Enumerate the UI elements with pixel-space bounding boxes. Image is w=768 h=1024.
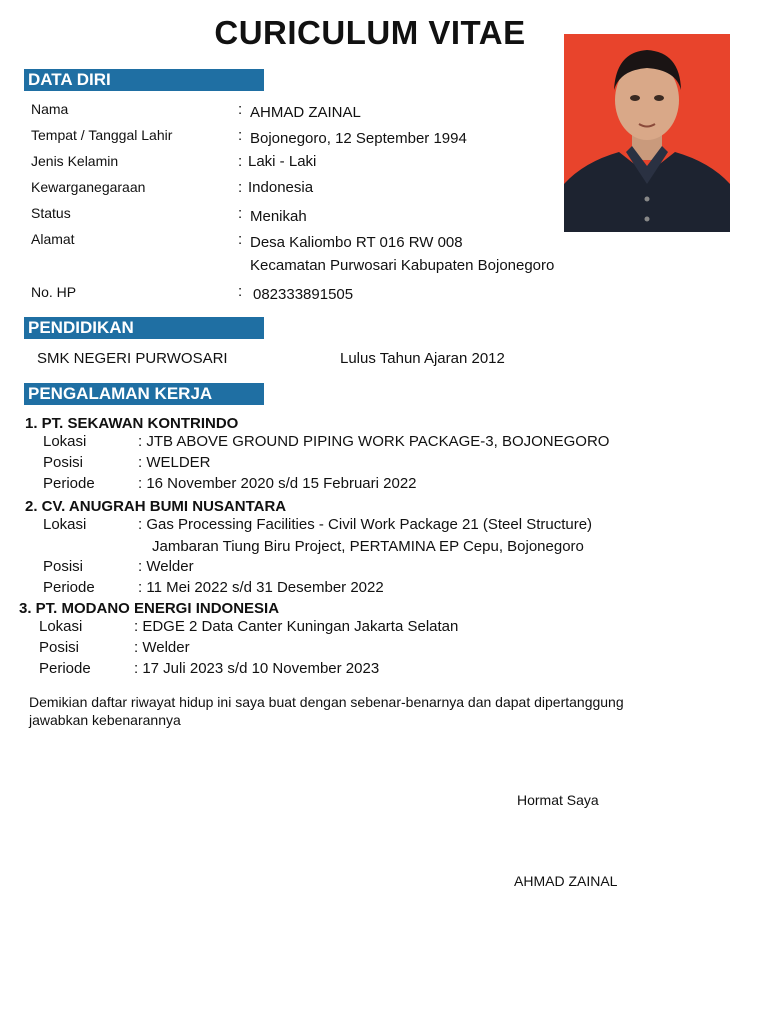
experience-periode: : 17 Juli 2023 s/d 10 November 2023	[134, 660, 380, 677]
colon: :	[238, 283, 243, 300]
page-title: CURICULUM VITAE	[214, 14, 526, 51]
closing-text: Hormat Saya	[517, 792, 599, 808]
label-ttl: Tempat / Tanggal Lahir	[31, 127, 173, 143]
experience-lokasi: : EDGE 2 Data Canter Kuningan Jakarta Selatan	[134, 618, 459, 635]
experience-company: 3. PT. MODANO ENERGI INDONESIA	[19, 600, 280, 617]
signature-name: AHMAD ZAINAL	[514, 873, 618, 889]
experience-posisi: : WELDER	[138, 454, 211, 471]
label-no-hp: No. HP	[31, 284, 77, 300]
person-portrait-icon	[564, 34, 730, 232]
colon: :	[238, 101, 243, 118]
education-year: Lulus Tahun Ajaran 2012	[340, 350, 505, 367]
experience-company: 2. CV. ANUGRAH BUMI NUSANTARA	[25, 498, 287, 515]
value-status: Menikah	[250, 208, 307, 225]
experience-label: Periode	[39, 660, 91, 677]
value-nama: AHMAD ZAINAL	[250, 104, 361, 121]
experience-label: Posisi	[39, 639, 80, 656]
experience-label: Posisi	[43, 558, 84, 575]
colon: :	[238, 153, 243, 170]
experience-lokasi: : JTB ABOVE GROUND PIPING WORK PACKAGE-3, BOJONEGORO	[138, 433, 610, 450]
colon: :	[238, 205, 243, 222]
experience-posisi: : Welder	[134, 639, 190, 656]
value-alamat-line2: Kecamatan Purwosari Kabupaten Bojonegoro	[250, 257, 555, 274]
label-alamat: Alamat	[31, 231, 75, 247]
section-data-diri: DATA DIRI	[24, 69, 264, 91]
section-pendidikan: PENDIDIKAN	[24, 317, 264, 339]
colon: :	[238, 231, 243, 248]
label-status: Status	[31, 205, 71, 221]
label-jenis-kelamin: Jenis Kelamin	[31, 153, 119, 169]
experience-label: Lokasi	[43, 516, 87, 533]
colon: :	[238, 179, 243, 196]
value-alamat-line1: Desa Kaliombo RT 016 RW 008	[250, 234, 463, 251]
colon: :	[238, 127, 243, 144]
value-ttl: Bojonegoro, 12 September 1994	[250, 130, 467, 147]
label-kewarganegaraan: Kewarganegaraan	[31, 179, 146, 195]
value-kewarganegaraan: Indonesia	[248, 179, 314, 196]
experience-lokasi: : Gas Processing Facilities - Civil Work Package 21 (Steel Structure)	[138, 516, 593, 533]
experience-company: 1. PT. SEKAWAN KONTRINDO	[25, 415, 239, 432]
experience-periode: : 16 November 2020 s/d 15 Februari 2022	[138, 475, 417, 492]
experience-label: Posisi	[43, 454, 84, 471]
statement-line1: Demikian daftar riwayat hidup ini saya buat dengan sebenar-benarnya dan dapat dipertanggung	[29, 694, 624, 710]
experience-label: Lokasi	[39, 618, 83, 635]
profile-photo	[564, 34, 730, 232]
experience-posisi: : Welder	[138, 558, 194, 575]
experience-label: Lokasi	[43, 433, 87, 450]
experience-lokasi-line2: Jambaran Tiung Biru Project, PERTAMINA EP Cepu, Bojonegoro	[152, 538, 584, 555]
statement-line2: jawabkan kebenarannya	[29, 712, 181, 728]
label-nama: Nama	[31, 101, 69, 117]
education-school: SMK NEGERI PURWOSARI	[37, 350, 228, 367]
value-jenis-kelamin: Laki - Laki	[248, 153, 317, 170]
value-no-hp: 082333891505	[253, 286, 354, 303]
experience-label: Periode	[43, 579, 95, 596]
section-pengalaman-kerja: PENGALAMAN KERJA	[24, 383, 264, 405]
experience-label: Periode	[43, 475, 95, 492]
experience-periode: : 11 Mei 2022 s/d 31 Desember 2022	[138, 579, 384, 596]
